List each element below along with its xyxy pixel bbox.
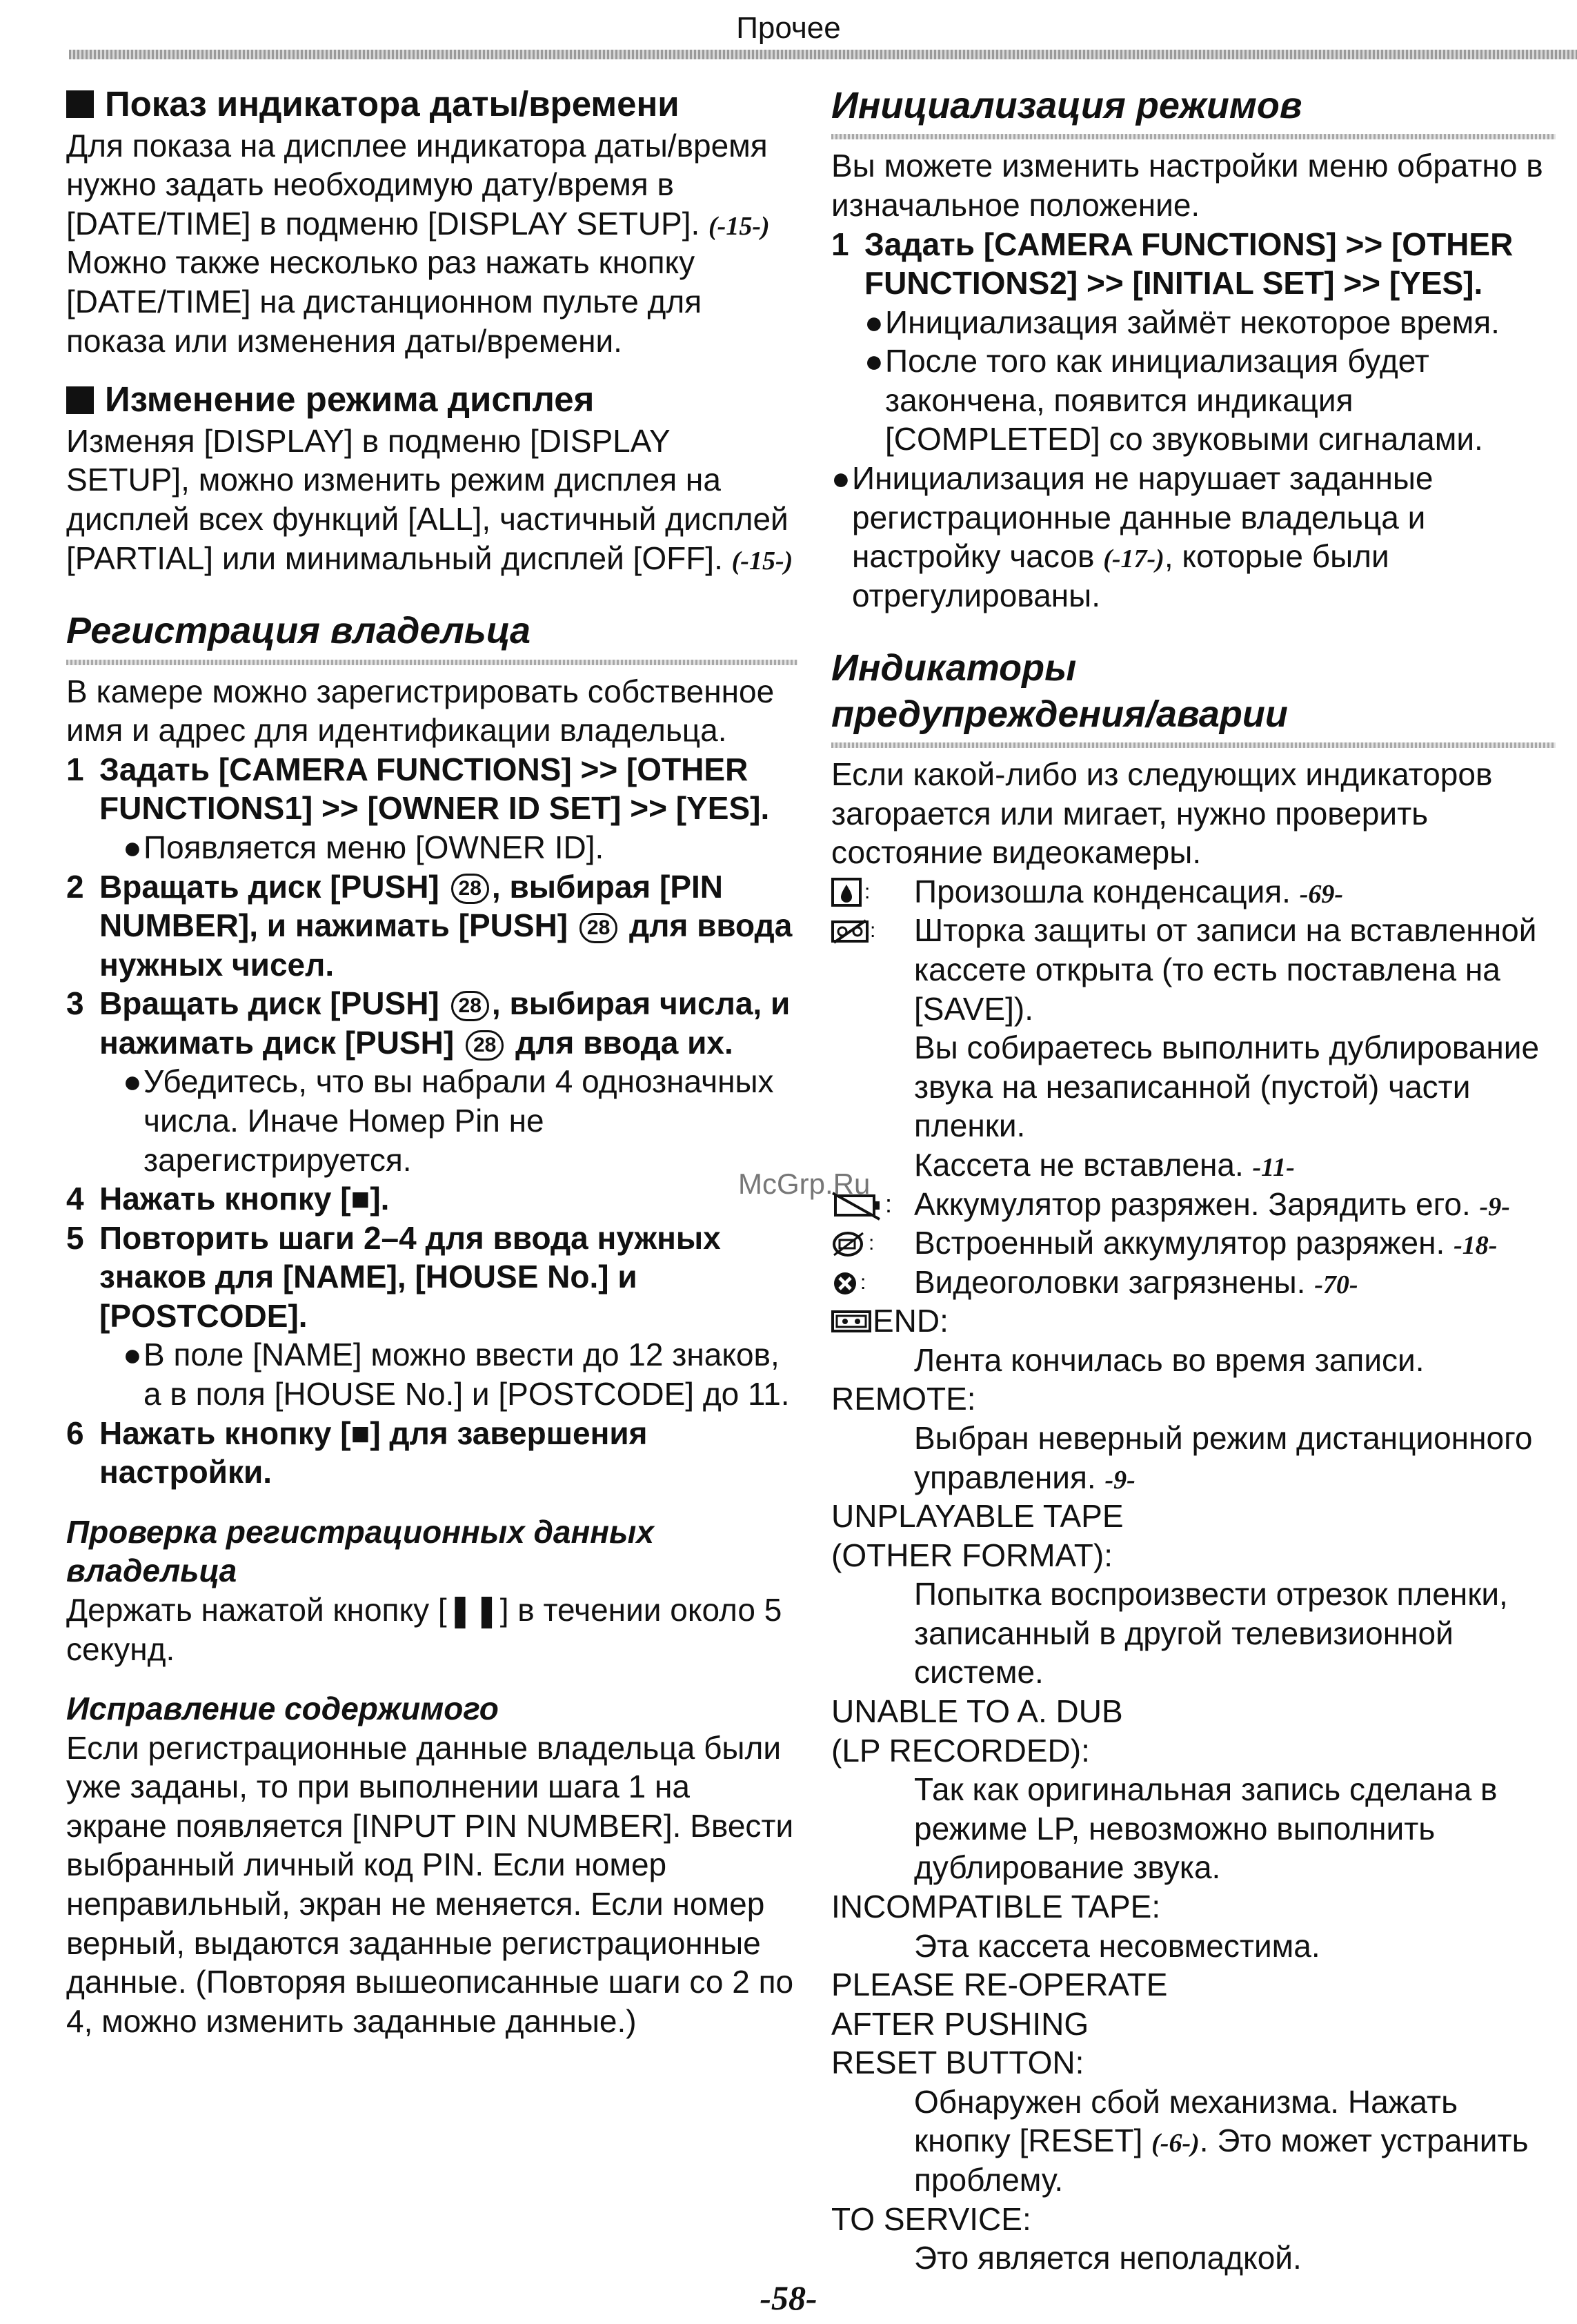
end-label-row: END: [831, 1301, 1556, 1341]
svg-text::: : [864, 880, 871, 903]
square-bullet-icon [66, 386, 94, 414]
reset-text: Обнаружен сбой механизма. Нажать кнопку [RESET] (-6-). Это может устранить проблему. [914, 2083, 1529, 2198]
correct-content-heading: Исправление содержимого [66, 1691, 499, 1727]
step-1: 1 Задать [CAMERA FUNCTIONS] >> [OTHER FUNCTIONS1] >> [OWNER ID SET] >> [YES]. [66, 751, 770, 827]
end-text: Лента кончилась во время записи. [914, 1341, 1425, 1378]
svg-text::: : [870, 919, 876, 943]
init-bullet-2: ● После того как инициализация будет закончена, появится индикация [COMPLETED] со звуковыми сигналами. [864, 343, 1483, 457]
condensation-icon [831, 872, 914, 912]
unplayable-label: UNPLAYABLE TAPE (OTHER FORMAT): [831, 1498, 1124, 1573]
date-display-heading: Показ индикатора даты/времени [66, 83, 797, 126]
unable-text: Так как оригинальная запись сделана в режиме LP, невозможно выполнить дублирование звука. [914, 1771, 1498, 1886]
unable-label: UNABLE TO A. DUB (LP RECORDED): [831, 1693, 1123, 1769]
service-label: TO SERVICE: [831, 2200, 1031, 2237]
step-2: 2 Вращать диск [PUSH] 28 , выбирая [PIN NUMBER], и нажимать [PUSH] 28 для ввода нужных чисел. [66, 868, 793, 983]
indicator-cassette: : Шторка защиты от записи на вставленной кассете открыта (то есть поставлена на [SAVE]). Вы собираетесь выполнить дублирование звука на незаписанной (пустой) части пленки. Кассета не вставлена. -11- [831, 911, 1556, 1184]
step-4: 4 Нажать кнопку [■]. [66, 1181, 390, 1217]
step-1-bullet: ● Появляется меню [OWNER ID]. [123, 829, 604, 865]
remote-label: REMOTE: [831, 1381, 976, 1417]
page-ref: (-15-) [731, 546, 793, 575]
page-ref: (-15-) [708, 211, 770, 241]
cassette-protect-icon [831, 911, 914, 1184]
square-bullet-icon [66, 90, 94, 118]
indicator-head-dirty: : Видеоголовки загрязнены. -70- [831, 1263, 1556, 1302]
owner-registration-heading: Регистрация владельца [66, 608, 797, 664]
watermark: McGrp.Ru [738, 1168, 871, 1200]
button-ref-badge: 28 [579, 913, 617, 943]
left-column [66, 83, 797, 2040]
tape-end-icon [831, 1308, 873, 1335]
button-ref-badge: 28 [466, 1030, 504, 1061]
builtin-battery-icon [831, 1223, 914, 1263]
initialization-heading: Инициализация режимов [831, 83, 1556, 139]
check-data-text: Держать нажатой кнопку [❚❚] в течении около 5 секунд. [66, 1591, 782, 1667]
owner-registration-intro: В камере можно зарегистрировать собственное имя и адрес для идентификации владельца. [66, 673, 775, 749]
unplayable-text: Попытка воспроизвести отрезок пленки, записанный в другой телевизионной системе. [914, 1576, 1508, 1691]
warnings-heading: Индикаторы предупреждения/аварии [831, 645, 1556, 748]
indicator-condensation: : Произошла конденсация. -69- [831, 872, 1556, 912]
display-mode-text: Изменяя [DISPLAY] в подменю [DISPLAY SETUP], можно изменить режим дисплея на дисплей всех функций [ALL], частичный дисплей [PARTIAL] или минимальный дисплей [OFF]. (-15-) [66, 422, 793, 576]
init-bullet-1: ● Инициализация займёт некоторое время. [864, 304, 1500, 340]
incompatible-text: Эта кассета несовместима. [914, 1927, 1320, 1964]
indicator-battery: : Аккумулятор разряжен. Зарядить его. -9- [831, 1185, 1556, 1224]
svg-text::: : [885, 1190, 893, 1218]
svg-text::: : [860, 1270, 866, 1294]
svg-text::: : [869, 1232, 875, 1255]
init-note: ● Инициализация не нарушает заданные регистрационные данные владельца и настройку часов (-17-), которые были отрегулированы. [831, 460, 1434, 613]
date-display-text: Для показа на дисплее индикатора даты/время нужно задать необходимую дату/время в [DATE/TIME] в подменю [DISPLAY SETUP]. (-15-) Можно также несколько раз нажать кнопку [DATE/TIME] на дистанционном пульте для показа или изменения даты/времени. [66, 127, 770, 359]
reset-label: PLEASE RE-OPERATE AFTER PUSHING RESET BUTTON: [831, 1967, 1168, 2081]
head-dirty-icon [831, 1263, 914, 1302]
button-ref-badge: 28 [451, 991, 489, 1021]
initialization-intro: Вы можете изменить настройки меню обратно в изначальное положение. [831, 148, 1543, 223]
step-5: 5 Повторить шаги 2–4 для ввода нужных знаков для [NAME], [HOUSE No.] и [POSTCODE]. [66, 1219, 721, 1334]
warnings-intro: Если какой-либо из следующих индикаторов загорается или мигает, нужно проверить состояние видеокамеры. [831, 756, 1493, 871]
step-3: 3 Вращать диск [PUSH] 28 , выбирая числа, и нажимать диск [PUSH] 28 для ввода их. [66, 985, 791, 1061]
right-column [831, 83, 1556, 2278]
indicator-builtin-battery: : Встроенный аккумулятор разряжен. -18- [831, 1223, 1556, 1263]
header-rule [69, 50, 1577, 59]
step-6: 6 Нажать кнопку [■] для завершения настройки. [66, 1415, 648, 1490]
section-header: Прочее [736, 11, 841, 45]
remote-text: Выбран неверный режим дистанционного управления. -9- [914, 1419, 1533, 1495]
page-number: -58- [760, 2278, 817, 2317]
service-text: Это является неполадкой. [914, 2240, 1302, 2276]
button-ref-badge: 28 [451, 874, 489, 904]
check-data-heading: Проверка регистрационных данных владельца [66, 1513, 654, 1589]
step-3-bullet: ● Убедитесь, что вы набрали 4 однозначных числа. Иначе Номер Pin не зарегистрируется. [123, 1063, 774, 1178]
display-mode-heading: Изменение режима дисплея [66, 378, 797, 422]
correct-content-text: Если регистрационные данные владельца были уже заданы, то при выполнении шага 1 на экране появляется [INPUT PIN NUMBER]. Ввести выбранный личный код PIN. Если номер неправильный, экран не меняется. Если номер верный, выдаются заданные регистрационные данные. (Повторяя вышеописанные шаги со 2 по 4, можно изменить заданные данные.) [66, 1729, 794, 2039]
init-step-1: 1 Задать [CAMERA FUNCTIONS] >> [OTHER FUNCTIONS2] >> [INITIAL SET] >> [YES]. [831, 226, 1514, 302]
incompatible-label: INCOMPATIBLE TAPE: [831, 1888, 1161, 1924]
step-5-bullet: ● В поле [NAME] можно ввести до 12 знаков, а в поля [HOUSE No.] и [POSTCODE] до 11. [123, 1337, 790, 1412]
